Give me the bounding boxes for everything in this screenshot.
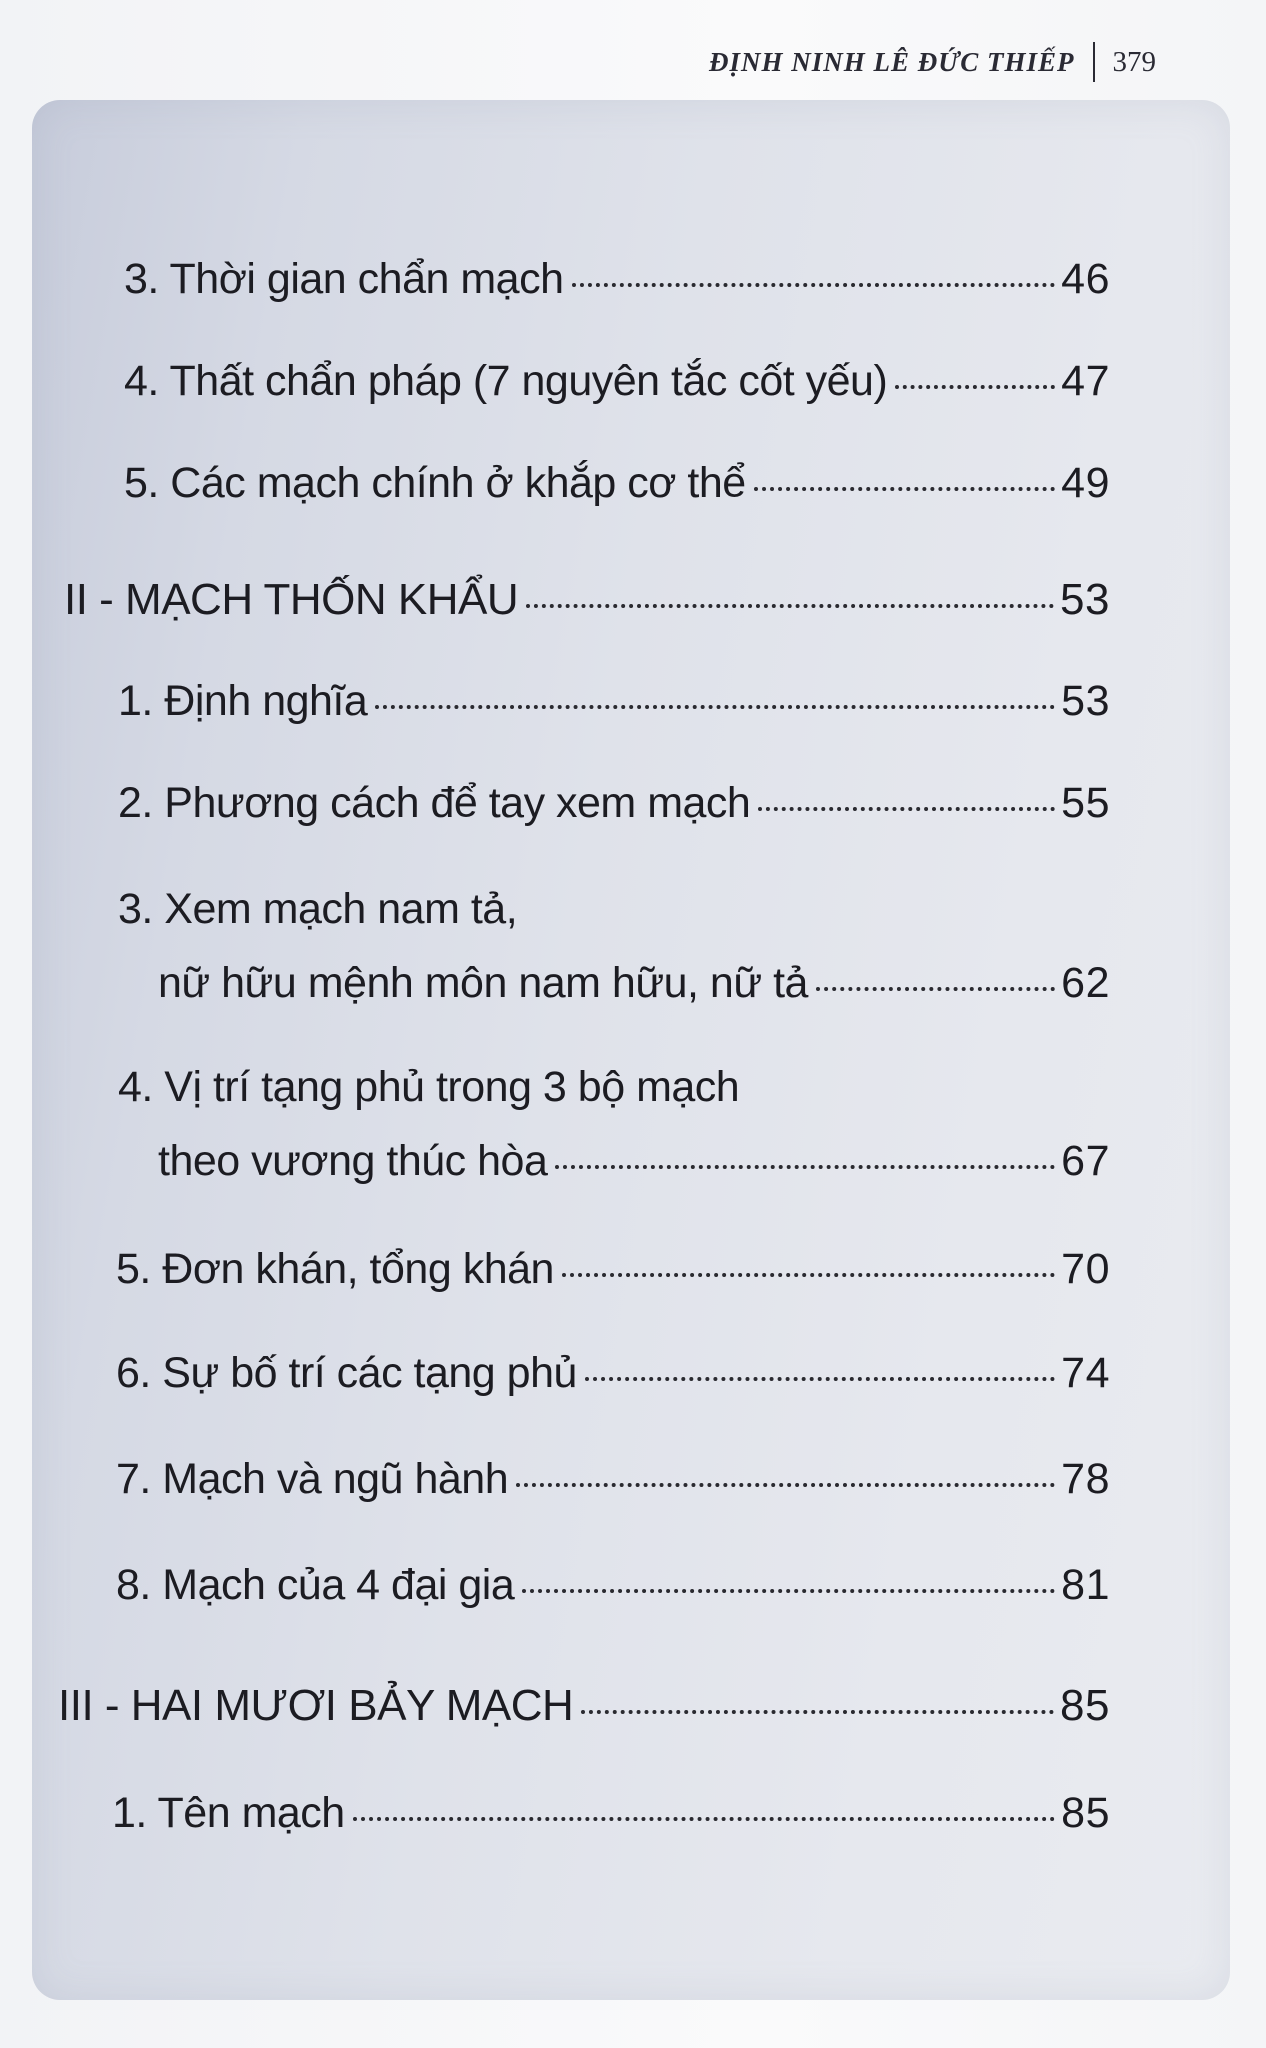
toc-entry <box>124 459 1110 507</box>
toc-entry-page: 78 <box>1061 1455 1110 1503</box>
toc-entry-page: 70 <box>1061 1245 1110 1293</box>
toc-entry-label: 5. Đơn khán, tổng khán <box>116 1245 554 1293</box>
leader-dots <box>522 1589 1055 1593</box>
leader-dots <box>816 987 1055 991</box>
toc-entry <box>116 1561 1110 1609</box>
toc-entry-label: III - HAI MƯƠI BẢY MẠCH <box>58 1681 574 1730</box>
toc-entry <box>124 255 1110 303</box>
leader-dots <box>581 1710 1054 1714</box>
toc-entry-label: 4. Vị trí tạng phủ trong 3 bộ mạch <box>118 1063 740 1111</box>
toc-entry-label: 6. Sự bố trí các tạng phủ <box>116 1349 577 1397</box>
toc-entry-page: 85 <box>1060 1681 1110 1730</box>
page-number: 379 <box>1112 45 1156 78</box>
toc-entry-label: II - MẠCH THỐN KHẨU <box>64 575 519 624</box>
toc-entry-label: 7. Mạch và ngũ hành <box>116 1455 509 1503</box>
toc-entry <box>112 1789 1110 1837</box>
leader-dots <box>895 385 1055 389</box>
toc-entry-page: 81 <box>1061 1561 1110 1609</box>
toc-entry <box>158 959 1110 1007</box>
toc-entry-label: 3. Xem mạch nam tả, <box>118 885 518 933</box>
toc-entry <box>116 1455 1110 1503</box>
toc-entry <box>116 1245 1110 1293</box>
toc-entry-page: 46 <box>1061 255 1110 303</box>
toc-section-heading <box>64 575 1110 624</box>
leader-dots <box>353 1817 1055 1821</box>
toc-entry <box>124 357 1110 405</box>
toc-entry-page: 62 <box>1061 959 1110 1007</box>
toc-entry-page: 53 <box>1060 575 1110 624</box>
leader-dots <box>375 705 1055 709</box>
toc-entry <box>116 1349 1110 1397</box>
toc-entry <box>118 677 1110 725</box>
toc-entry-label: 8. Mạch của 4 đại gia <box>116 1561 515 1609</box>
toc-entry-label: 1. Định nghĩa <box>118 677 368 725</box>
running-header <box>709 42 1156 82</box>
leader-dots <box>572 283 1056 287</box>
toc-entry-page: 67 <box>1061 1137 1110 1185</box>
toc-entry-page: 53 <box>1061 677 1110 725</box>
toc-section-heading <box>58 1681 1110 1730</box>
leader-dots <box>758 807 1055 811</box>
toc-entry-label: 5. Các mạch chính ở khắp cơ thể <box>124 459 746 507</box>
leader-dots <box>526 604 1054 608</box>
toc-entry-continuation: theo vương thúc hòa <box>158 1137 548 1185</box>
toc-entry-label: 3. Thời gian chẩn mạch <box>124 255 564 303</box>
toc-entry <box>118 779 1110 827</box>
leader-dots <box>516 1483 1055 1487</box>
leader-dots <box>754 487 1055 491</box>
leader-dots <box>585 1377 1055 1381</box>
leader-dots <box>562 1273 1055 1277</box>
toc-entry <box>158 1137 1110 1185</box>
toc-entry-page: 55 <box>1061 779 1110 827</box>
toc-entry-label: 4. Thất chẩn pháp (7 nguyên tắc cốt yếu) <box>124 357 888 405</box>
toc-entry-continuation: nữ hữu mệnh môn nam hữu, nữ tả <box>158 959 808 1007</box>
toc-entry-page: 85 <box>1061 1789 1110 1837</box>
header-divider <box>1093 42 1095 82</box>
toc-entry-page: 47 <box>1061 357 1110 405</box>
book-author-title: ĐỊNH NINH LÊ ĐỨC THIẾP <box>709 46 1075 77</box>
leader-dots <box>555 1165 1055 1169</box>
toc-entry-label: 1. Tên mạch <box>112 1789 345 1837</box>
toc-entry-page: 74 <box>1061 1349 1110 1397</box>
toc-entry-page: 49 <box>1061 459 1110 507</box>
toc-entry-label: 2. Phương cách để tay xem mạch <box>118 779 751 827</box>
